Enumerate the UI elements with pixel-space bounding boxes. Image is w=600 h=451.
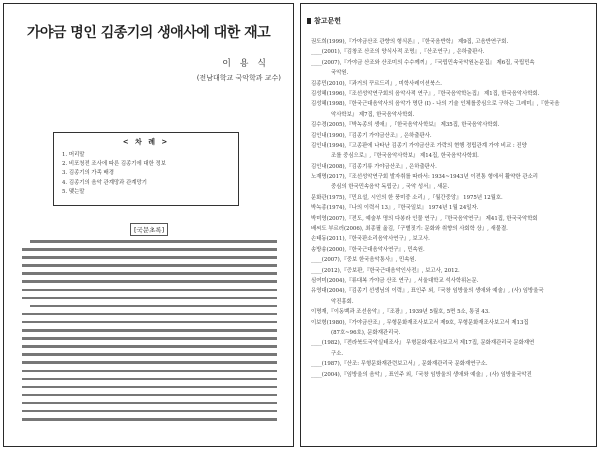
text-line [22, 353, 277, 356]
text-line [22, 289, 277, 292]
text-line [22, 361, 277, 364]
toc-item: 1. 머리말 [62, 152, 85, 158]
text-line [22, 297, 277, 300]
toc-item: 5. 맺는말 [62, 188, 85, 195]
reference-entry: 국악원. [331, 70, 349, 77]
table-of-contents-box [53, 132, 239, 206]
reference-entry: 김인내(1994),『고종판에 나타난 김종기 가야금산조 가락의 현행 정립관계 가야 비교 : 진양 [311, 142, 527, 149]
text-line [30, 240, 277, 243]
reference-entry: 악진흥회. [331, 298, 354, 305]
toc-heading: < 차 례 > [122, 137, 170, 146]
reference-entry: ____(2012),『증보판,『한국근대음악인사전』, 보고사, 2012. [311, 267, 460, 274]
reference-list [311, 37, 591, 380]
reference-entry: ____(1987),『산조: 무형문화재관련보고서』, 문화재관리국 문화재연구소. [311, 361, 488, 368]
reference-entry: 김인내(2008),『김종기류 가야금산조』, 은하출판사. [311, 163, 437, 170]
reference-entry: ____(2001),『김창조 산조의 양식사적 조명』,『산조연구』, 은하출판사. [311, 49, 485, 56]
article-title: 가야금 명인 김종기의 생애사에 대한 재고 [26, 25, 271, 41]
text-line [22, 337, 277, 340]
section-marker-icon [307, 18, 311, 24]
toc-item: 4. 김종기의 음악 관계망과 관계망기 [62, 179, 147, 186]
reference-entry: 김인내(1990),『김종기 가야금산조』, 은하출판사. [311, 132, 432, 139]
author-name: 이 용 식 [222, 59, 269, 69]
text-line [22, 418, 277, 421]
text-line [22, 370, 277, 373]
text-line [22, 378, 277, 381]
reference-entry: 악사학보』 제7집, 한국음악사학회. [331, 111, 415, 118]
reference-entry: ____(2007),『중보 한국음악통사』, 민속원. [311, 257, 417, 264]
reference-entry: ____(1982),『전라북도국악실태조사』 무형문화재조사보고서 제17집, 문화재관리국 문화재연 [311, 340, 535, 347]
text-line [22, 248, 277, 251]
reference-entry: 유영대(2004),『김종기 선생님의 이력』, 표인주 외,『국창 임방울의 생애와 예술』, (사) 임방울국 [311, 288, 544, 295]
abstract-label: [국문초록] [130, 223, 168, 236]
reference-entry: 중심의 한국민속음악 독립군』, 국악 성서』, 새문. [331, 184, 450, 191]
reference-entry: 박미영(2007),『전도, 예술부 명의 다봉라 인물 연구』,『한국음악연구』 제41집, 한국국악학회 [311, 215, 538, 222]
text-line [22, 313, 277, 316]
text-line [22, 394, 277, 397]
toc-item: 2. 비포청전 조사에 따른 김종기에 대한 정보 [62, 161, 166, 168]
reference-entry: 이보형(1980),『가야금산조』, 무형문화재조사보고서 제9호, 무형문화재조사보고서 제13집 [311, 319, 529, 326]
abstract-body [22, 240, 277, 426]
reference-entry: 문화관(1975),『민요설, 시인의 한 풍미중 소리』,『월간중앙』 1975년 12월호. [311, 194, 503, 201]
reference-entry: 김수경(2005),『박녹종의 생애』,『한국음악사학보』 제35집, 한국음악사학회. [311, 122, 500, 129]
text-line [22, 264, 277, 267]
text-line [22, 256, 277, 259]
reference-entry: 권도희(1999),『가야금산조 관향의 형식론』,『한국음반학』 제9집, 고음반연구회. [311, 39, 509, 45]
reference-entry: (87호~96호), 문화재관리국. [331, 329, 401, 336]
text-line [30, 305, 277, 308]
text-line [22, 345, 277, 348]
reference-entry: 손태동(2011),『한국판소리음악사연구』, 보고사. [311, 236, 430, 243]
text-line [22, 329, 277, 332]
text-line [22, 272, 277, 275]
reference-entry: 조를 중심으로』,『한국음악사학보』 제14집, 한국음악사학회. [331, 153, 479, 160]
text-line [22, 402, 277, 405]
article-first-page [3, 3, 294, 447]
reference-entry: 심여미(2004),『류대복 가야금 산조 연구』, 서울대학교 석사학위논문. [311, 277, 479, 284]
reference-entry: 구소. [331, 350, 344, 357]
toc-item: 3. 김종기의 가족 배경 [62, 170, 114, 177]
reference-entry: ____(2007),『가야금 산조와 산조미의 수수께끼』,『국립민속국악원논문집』 제6집, 국립민속 [311, 59, 535, 66]
references-page [300, 3, 597, 447]
reference-entry: 박녹종(1974),『나의 이력서 13』,『한국일보』 1974년 1월 24일자. [311, 205, 479, 212]
reference-entry: 김성혜(1996),『조선성악연구회의 음악사적 연구』,『한국음악학논집』 제1집, 한국음악사학회. [311, 90, 540, 97]
text-line [22, 386, 277, 389]
text-line [22, 410, 277, 413]
references-heading [307, 16, 341, 26]
reference-entry: 김종민(2010),『과거의 꾸르드리』, 미학사레이션북스. [311, 80, 443, 87]
references-heading-text: 참고문헌 [314, 17, 342, 25]
reference-entry: 배씨도 부르러(2006), 최종필 옮김,『구별짓기: 문화와 취향의 사회학 상』, 새물결. [311, 226, 508, 233]
reference-entry: 송방송(2000),『한국근대음악사연구』, 민속원. [311, 246, 425, 253]
reference-entry: 노재명(2017),『조선성악연구회 발자취를 따라서: 1934~1943년 이전통 형에서 활약한 관소리 [311, 174, 539, 181]
reference-entry: 이명재,『이동백과 조선음악』,『조광』, 1939년 5월호, 5면 5소, 통권 43. [311, 309, 490, 316]
text-line [22, 280, 277, 283]
reference-entry: ____(2004),『임방울의 음악』, 표인주 외,『국창 임방울의 생애와 예술』, (사) 임방울국악진 [311, 371, 532, 378]
reference-entry: 김성혜(1998),『한국근대음악사의 음악가 명단 (I) - 나의 기술 인체를중심으로 구하는 그레미』,『한국음 [311, 101, 560, 108]
author-affiliation: (전남대학교 국악학과 교수) [196, 74, 281, 82]
text-line [22, 321, 277, 324]
